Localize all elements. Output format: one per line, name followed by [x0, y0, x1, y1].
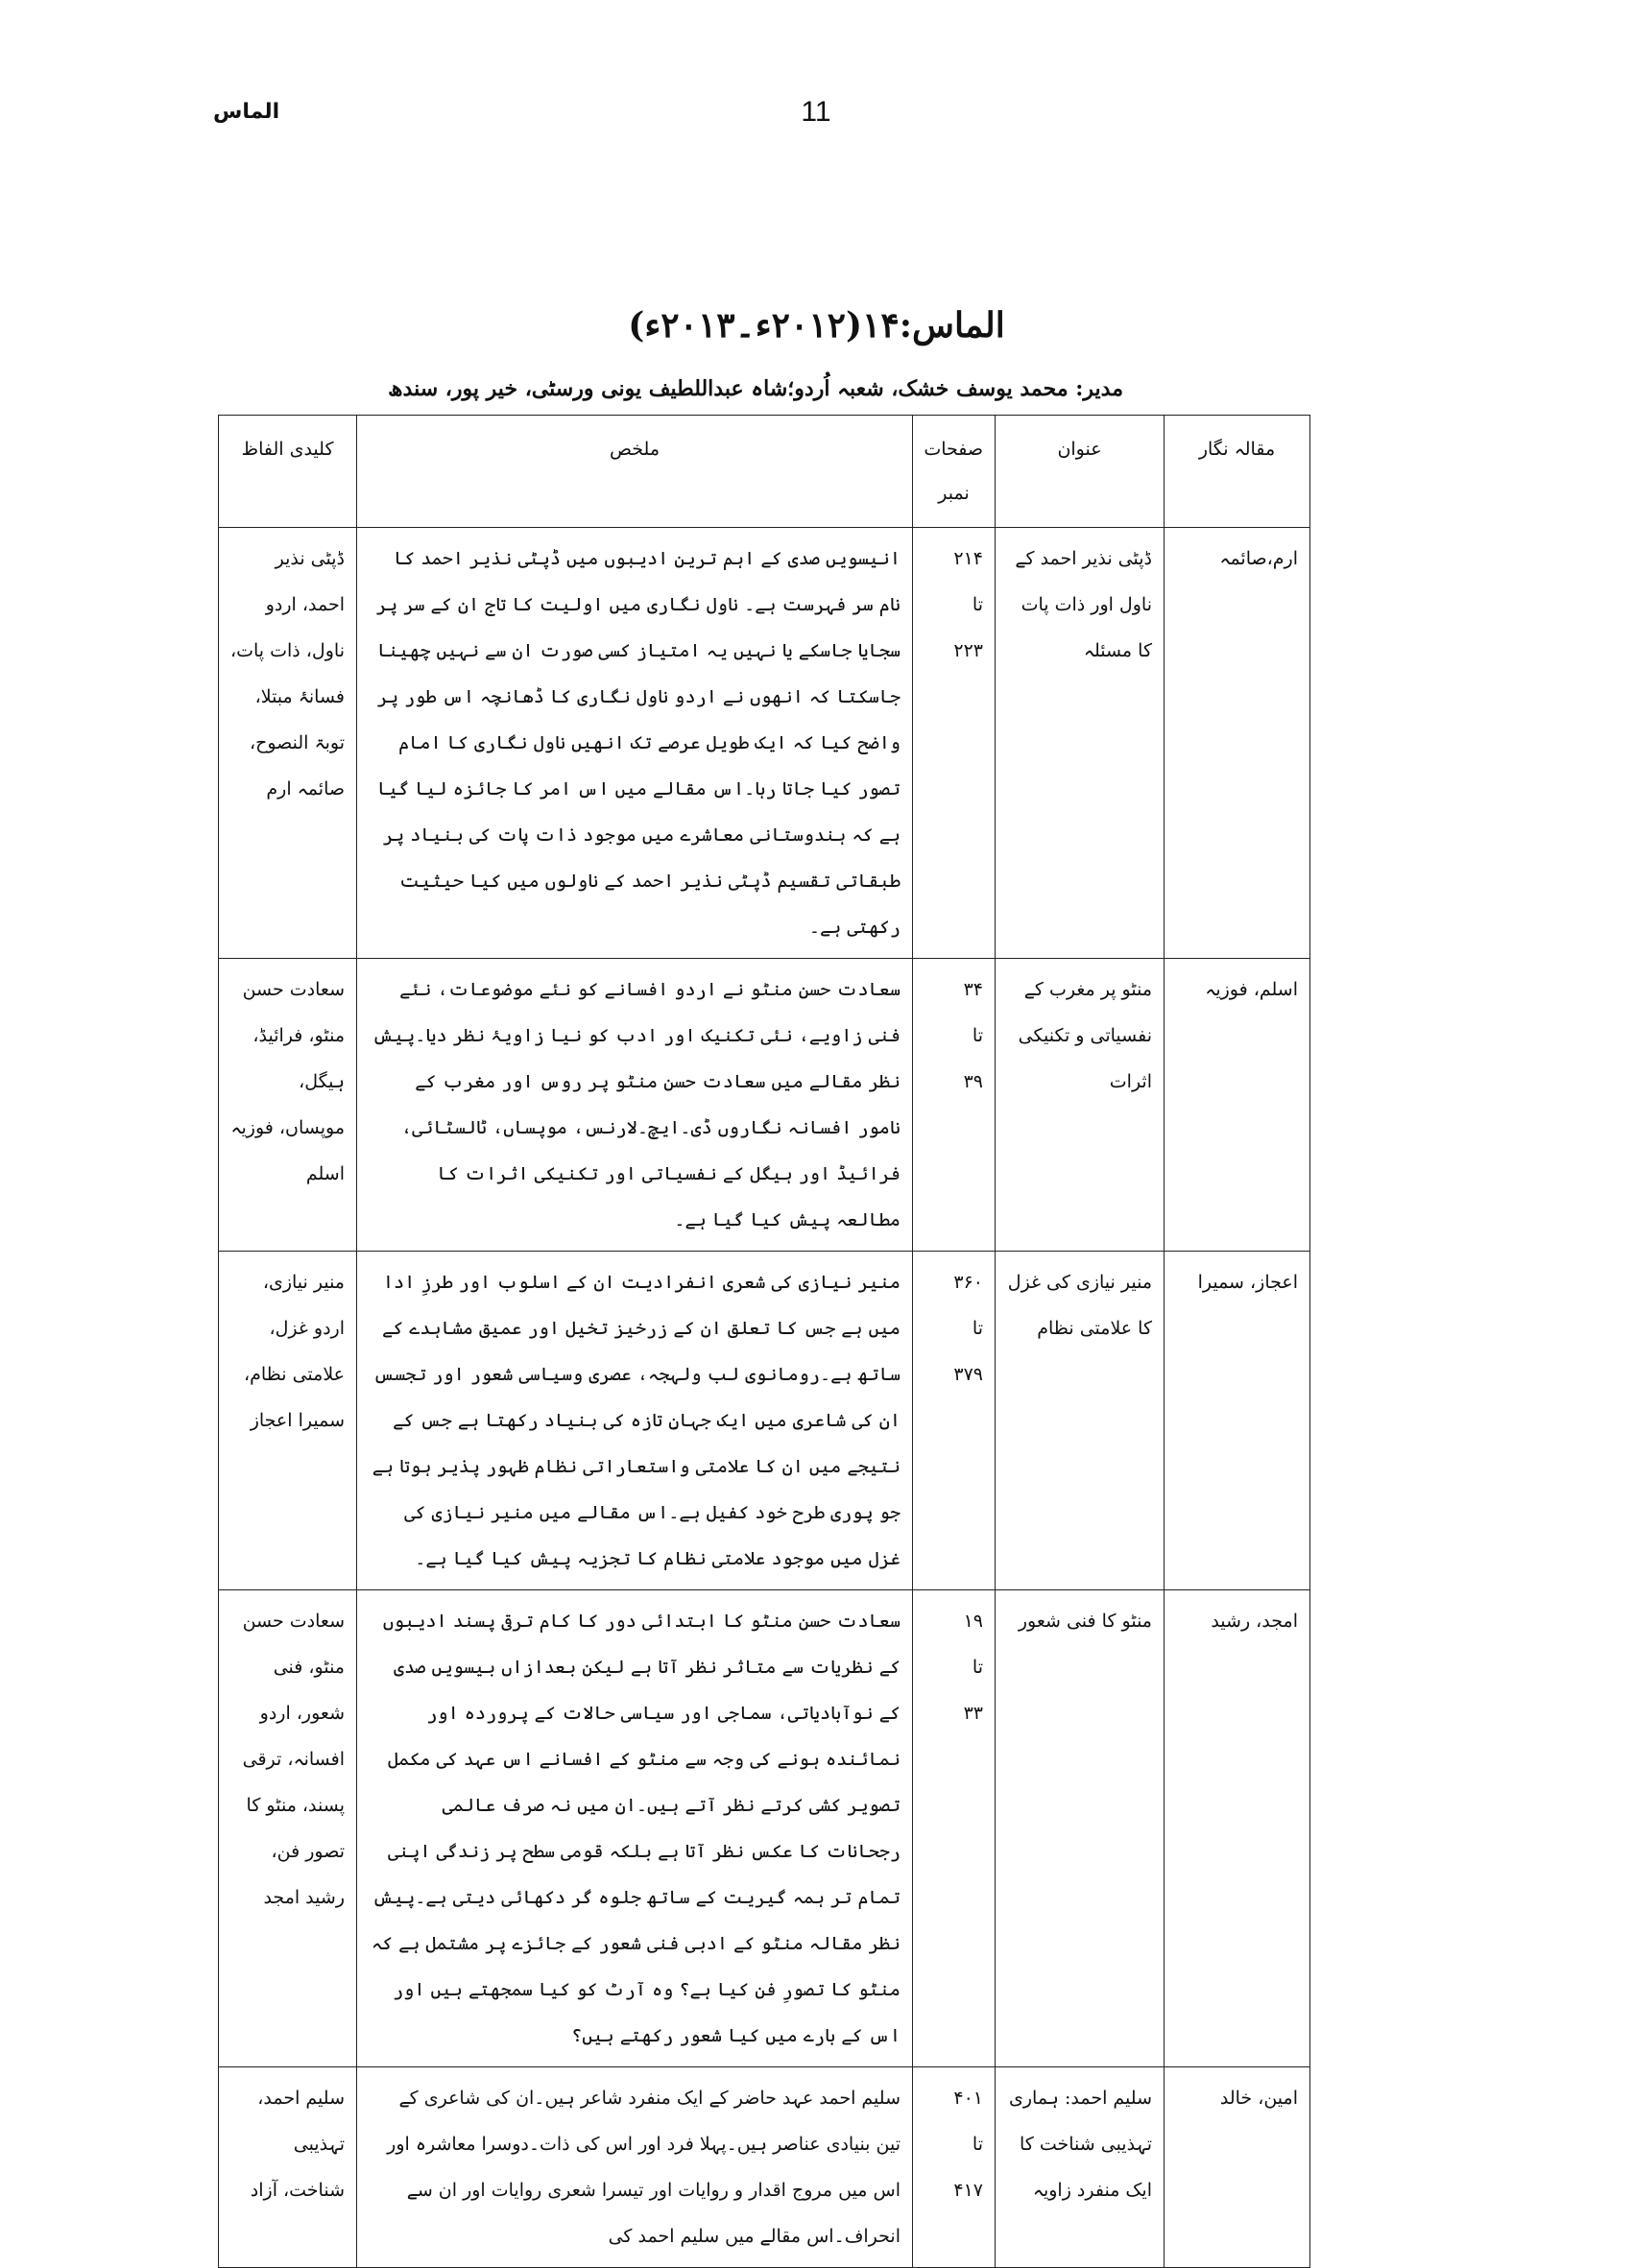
running-header-journal: الماس [213, 100, 280, 124]
cell-abstract: منیر نیازی کی شعری انفرادیت ان کے اسلوب اور طرزِ ادا میں ہے جس کا تعلق ان کے زرخیز تخیل اور عمیق مشاہدے کے ساتھ ہے۔رومانوی لب ولہجہ، عصری وسیاسی شعور اور تجسس ان کی شاعری میں ایک جہانِ تازہ کی بنیاد رکھتا ہے جس کے نتیجے میں ان کا علامتی واستعاراتی نظام ظہور پذیر ہوتا ہے جو پوری طرح خود کفیل ہے۔اس مقالے میں منیر نیازی کی غزل میں موجود علامتی نظام کا تجزیہ پیش کیا گیا ہے۔ [357, 1252, 913, 1590]
cell-abstract: انیسویں صدی کے اہم ترین ادیبوں میں ڈپٹی نذیر احمد کا نام سر فہرست ہے۔ ناول نگاری میں اولیت کا تاج ان کے سر پر سجایا جاسکے یا نہیں یہ امتیاز کسی صورت ان سے نہیں چھینا جاسکتا کہ انھوں نے اردو ناول نگاری کا ڈھانچہ اس طور پر واضح کیا کہ ایک طویل عرصے تک انھیں ناول نگاری کا امام تصور کیا جاتا رہا۔اس مقالے میں اس امر کا جائزہ لیا گیا ہے کہ ہندوستانی معاشرے میں موجود ذات پات کی بنیاد پر طبقاتی تقسیم ڈپٹی نذیر احمد کے ناولوں میں کیا حیثیت رکھتی ہے۔ [357, 528, 913, 959]
issue-title: الماس:۱۴(۲۰۱۲ء۔۲۰۱۳ء) [628, 305, 1005, 346]
page-start: ۳۶۰ [953, 1272, 983, 1293]
page-separator: تا [972, 2134, 983, 2155]
table-row [219, 959, 1310, 1252]
cell-pages [913, 1590, 996, 2067]
page-end: ۲۲۳ [953, 640, 983, 661]
page-end: ۳۷۹ [953, 1364, 983, 1385]
page-end: ۴۱۷ [953, 2180, 983, 2201]
page-start: ۴۰۱ [953, 2088, 983, 2109]
editor-line: مدیر: محمد یوسف خشک، شعبہ اُردو؛شاہ عبداللطیف یونی ورسٹی، خیر پور، سندھ [388, 376, 1123, 401]
cell-keywords: سعادت حسن منٹو، فرائیڈ، ہیگل، موپساں، فوزیہ اسلم [219, 959, 357, 1252]
page-start: ۱۹ [963, 1611, 983, 1632]
cell-author: ارم،صائمہ [1165, 528, 1310, 959]
cell-author: اسلم، فوزیہ [1165, 959, 1310, 1252]
page-separator: تا [972, 1657, 983, 1678]
page-separator: تا [972, 594, 983, 615]
cell-author: امین، خالد [1165, 2067, 1310, 2268]
table-row [219, 1590, 1310, 2067]
cell-title: منیر نیازی کی غزل کا علامتی نظام [996, 1252, 1165, 1590]
header-pages: صفحات نمبر [913, 416, 996, 528]
cell-pages [913, 959, 996, 1252]
page-end: ۳۹ [963, 1071, 983, 1092]
cell-title: سلیم احمد: ہماری تہذیبی شناخت کا ایک منفرد زاویہ [996, 2067, 1165, 2268]
table-row [219, 2067, 1310, 2268]
cell-pages [913, 1252, 996, 1590]
page-separator: تا [972, 1318, 983, 1339]
cell-abstract: سعادت حسن منٹو نے اردو افسانے کو نئے موضوعات، نئے فنی زاویے، نئی تکنیک اور ادب کو نیا زاویۂ نظر دیا۔پیش نظر مقالے میں سعادت حسن منٹو پر روس اور مغرب کے نامور افسانہ نگاروں ڈی۔ایچ۔لارنس، موپساں، ٹالسٹائی، فرائیڈ اور ہیگل کے نفسیاتی اور تکنیکی اثرات کا مطالعہ پیش کیا گیا ہے۔ [357, 959, 913, 1252]
articles-table [218, 415, 1310, 2268]
table-row [219, 1252, 1310, 1590]
page-number: 11 [801, 96, 831, 128]
cell-title: ڈپٹی نذیر احمد کے ناول اور ذات پات کا مسئلہ [996, 528, 1165, 959]
header-title: عنوان [996, 416, 1165, 528]
table-row [219, 528, 1310, 959]
cell-author: امجد، رشید [1165, 1590, 1310, 2067]
cell-keywords: سعادت حسن منٹو، فنی شعور، اردو افسانہ، ترقی پسند، منٹو کا تصور فن، رشید امجد [219, 1590, 357, 2067]
cell-abstract: سلیم احمد عہد حاضر کے ایک منفرد شاعر ہیں۔ان کی شاعری کے تین بنیادی عناصر ہیں۔پہلا فرد اور اس کی ذات۔دوسرا معاشرہ اور اس میں مروج اقدار و روایات اور تیسرا شعری روایات اور ان سے انحراف۔اس مقالے میں سلیم احمد کی [357, 2067, 913, 2268]
cell-title: منٹو پر مغرب کے نفسیاتی و تکنیکی اثرات [996, 959, 1165, 1252]
cell-keywords: ڈپٹی نذیر احمد، اردو ناول، ذات پات، فسانۂ مبتلا، توبۃ النصوح، صائمہ ارم [219, 528, 357, 959]
cell-pages [913, 2067, 996, 2268]
page-start: ۲۱۴ [953, 548, 983, 569]
cell-title: منٹو کا فنی شعور [996, 1590, 1165, 2067]
page-separator: تا [972, 1025, 983, 1046]
header-author: مقالہ نگار [1165, 416, 1310, 528]
header-abstract: ملخص [357, 416, 913, 528]
cell-keywords: سلیم احمد، تہذیبی شناخت، آزاد [219, 2067, 357, 2268]
table-header-row [219, 416, 1310, 528]
page-end: ۳۳ [963, 1703, 983, 1724]
page-start: ۳۴ [963, 979, 983, 1000]
header-keywords: کلیدی الفاظ [219, 416, 357, 528]
cell-keywords: منیر نیازی، اردو غزل، علامتی نظام، سمیرا اعجاز [219, 1252, 357, 1590]
cell-author: اعجاز، سمیرا [1165, 1252, 1310, 1590]
cell-abstract: سعادت حسن منٹو کا ابتدائی دور کا کام ترقی پسند ادیبوں کے نظریات سے متاثر نظر آتا ہے لیکن بعدازاں بیسویں صدی کے نوآبادیاتی، سماجی اور سیاسی حالات کے پروردہ اور نمائندہ ہونے کی وجہ سے منٹو کے افسانے اس عہد کی مکمل تصویر کشی کرتے نظر آتے ہیں۔ان میں نہ صرف عالمی رجحانات کا عکس نظر آتا ہے بلکہ قومی سطح پر زندگی اپنی تمام تر ہمہ گیریت کے ساتھ جلوہ گر دکھائی دیتی ہے۔پیش نظر مقالہ منٹو کے ادبی فنی شعور کے جائزے پر مشتمل ہے کہ منٹو کا تصورِ فن کیا ہے؟ وہ آرٹ کو کیا سمجھتے ہیں اور اس کے بارے میں کیا شعور رکھتے ہیں؟ [357, 1590, 913, 2067]
cell-pages [913, 528, 996, 959]
